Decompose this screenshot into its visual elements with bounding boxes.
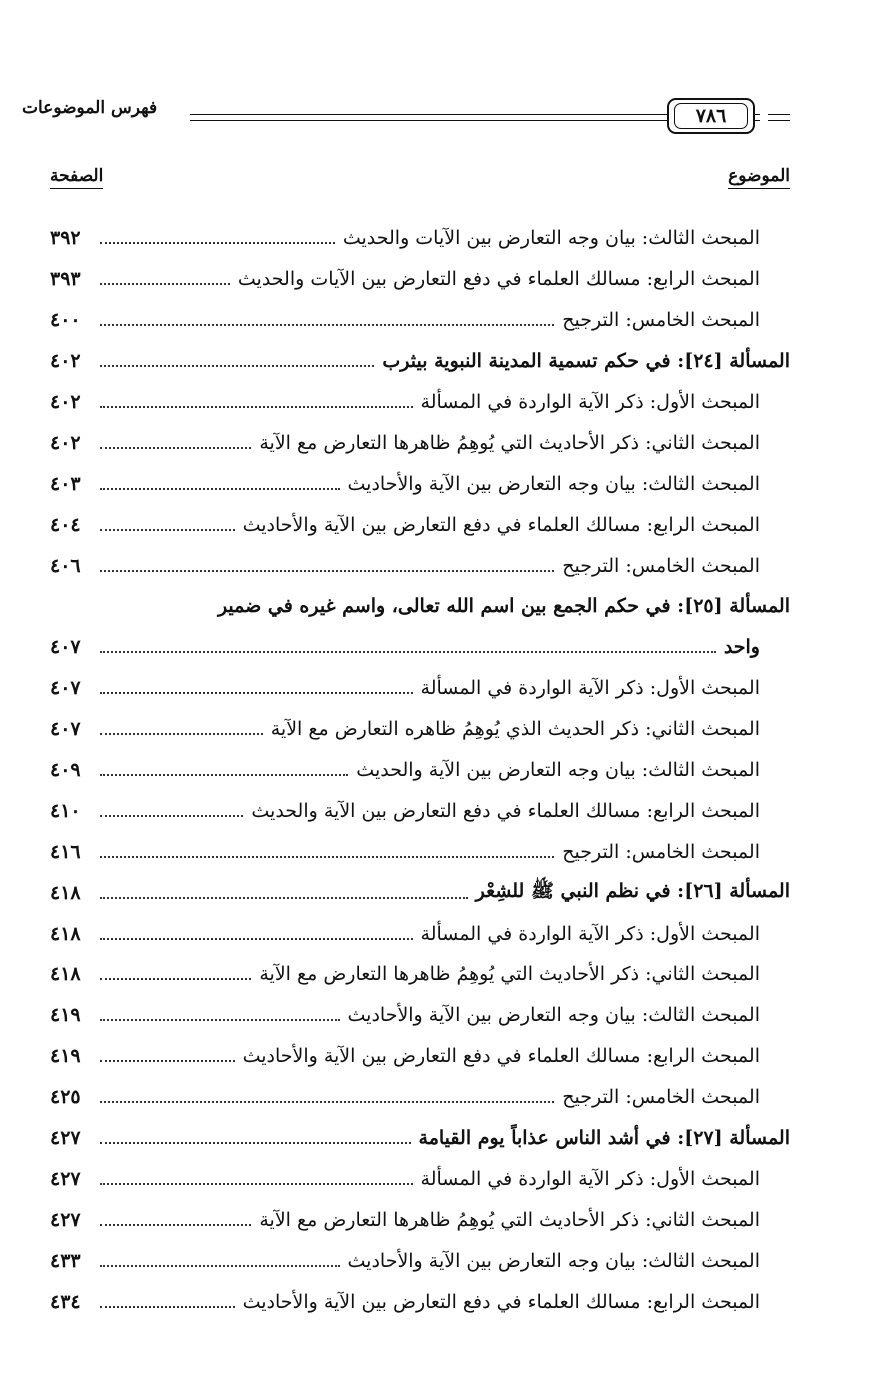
- leader-dots: [100, 692, 413, 694]
- toc-entry: [50, 1240, 790, 1281]
- toc-entry-page: ٤٠٧: [50, 677, 81, 700]
- leader-dots: [100, 283, 230, 285]
- column-heading-page: الصفحة: [50, 166, 103, 189]
- toc-entry-page: ٤١٨: [50, 963, 81, 986]
- running-head-title: فهرس الموضوعات: [22, 98, 158, 118]
- leader-dots: [100, 938, 413, 940]
- toc-entry-page: ٤١٩: [50, 1004, 81, 1027]
- toc-entry-page: ٤١٨: [50, 922, 81, 945]
- toc-entry-title: المبحث الثاني: ذكر الأحاديث التي يُوهِمُ ظاهرها التعارض مع الآية: [259, 1208, 760, 1231]
- toc-entry: [50, 300, 790, 341]
- leader-dots: [100, 242, 335, 244]
- toc-entry: [50, 218, 790, 259]
- toc-entry-title: المبحث الثالث: بيان وجه التعارض بين الآية والأحاديث: [347, 472, 760, 495]
- toc-entry-page: ٤٠٠: [50, 309, 81, 332]
- leader-dots: [100, 1019, 340, 1021]
- toc-entry-page: ٤٠٢: [50, 391, 81, 413]
- leader-dots: [100, 1265, 340, 1267]
- leader-dots: [100, 774, 348, 776]
- toc-entry-title: المسألة [٢٧]: في أشد الناس عذاباً يوم القيامة: [418, 1127, 790, 1150]
- toc-entry: [50, 709, 790, 750]
- toc-entry-page: ٤٢٧: [50, 1127, 81, 1150]
- toc-entry-title: المبحث الخامس: الترجيح: [562, 309, 760, 332]
- toc-entry: [50, 422, 790, 463]
- toc-entry-page: ٤١٦: [50, 840, 81, 863]
- toc-issue-heading: [50, 586, 790, 627]
- leader-dots: [100, 488, 340, 490]
- leader-dots: [100, 529, 235, 531]
- leader-dots: [100, 1142, 411, 1144]
- toc-entry-title: المسألة [٢٥]: في حكم الجمع بين اسم الله تعالى، واسم غيره في ضمير: [217, 595, 790, 618]
- toc-entry-page: ٤٢٧: [50, 1167, 81, 1190]
- toc-entry: [50, 1158, 790, 1199]
- toc-entry: [50, 995, 790, 1036]
- toc-entry-page: ٤٠٢: [50, 350, 81, 373]
- leader-dots: [100, 897, 468, 899]
- toc-entry-page: ٤٣٣: [50, 1249, 81, 1272]
- toc-entry-page: ٣٩٢: [50, 227, 81, 250]
- toc-entry-page: ٤٠٦: [50, 554, 81, 577]
- toc-entry-title: المبحث الثاني: ذكر الحديث الذي يُوهِمُ ظاهره التعارض مع الآية: [270, 718, 760, 741]
- toc-entry-title: المبحث الثالث: بيان وجه التعارض بين الآية والأحاديث: [347, 1004, 760, 1027]
- toc-entry-page: ٤٠٧: [50, 718, 81, 741]
- table-of-contents: [50, 218, 790, 1322]
- leader-dots: [100, 324, 554, 326]
- toc-entry-title: المبحث الخامس: الترجيح: [562, 554, 760, 577]
- page-number-frame: [667, 98, 755, 134]
- toc-entry-page: ٤١٨: [50, 881, 81, 904]
- toc-entry-title: المبحث الثاني: ذكر الأحاديث التي يُوهِمُ ظاهرها التعارض مع الآية: [259, 963, 760, 986]
- toc-entry-title: المبحث الأول: ذكر الآية الواردة في المسألة: [420, 1167, 760, 1190]
- toc-entry-page: ٤١٩: [50, 1045, 81, 1068]
- leader-dots: [100, 1101, 554, 1103]
- leader-dots: [100, 406, 413, 408]
- toc-entry-page: ٤١٠: [50, 799, 81, 822]
- leader-dots: [100, 1060, 235, 1062]
- toc-entry: [50, 913, 790, 954]
- column-heading-subject: الموضوع: [728, 166, 790, 189]
- toc-entry-page: ٤٠٧: [50, 636, 81, 659]
- toc-entry-title: المبحث الثالث: بيان وجه التعارض بين الآية والحديث: [356, 759, 760, 782]
- leader-dots: [100, 365, 374, 367]
- toc-entry-title: المبحث الرابع: مسالك العلماء في دفع التعارض بين الآية والأحاديث: [242, 1290, 760, 1313]
- leader-dots: [100, 1306, 235, 1308]
- toc-entry-title: المبحث الخامس: الترجيح: [562, 840, 760, 863]
- page-number: ٧٨٦: [674, 103, 748, 129]
- toc-entry: [50, 954, 790, 995]
- toc-entry-title: المبحث الأول: ذكر الآية الواردة في المسألة: [420, 391, 760, 413]
- toc-entry-page: ٣٩٣: [50, 268, 81, 291]
- leader-dots: [100, 815, 243, 817]
- toc-entry-page: ٤٠٣: [50, 472, 81, 495]
- toc-entry-title: المبحث الثاني: ذكر الأحاديث التي يُوهِمُ ظاهرها التعارض مع الآية: [259, 431, 760, 454]
- toc-entry-title: المبحث الرابع: مسالك العلماء في دفع التعارض بين الآية والحديث: [251, 799, 760, 822]
- running-head: [22, 96, 790, 136]
- toc-entry: [50, 790, 790, 831]
- toc-entry: [50, 463, 790, 504]
- leader-dots: [100, 733, 263, 735]
- toc-issue-heading-continued: [50, 627, 790, 668]
- toc-entry: [50, 1199, 790, 1240]
- toc-entry-title: المبحث الثالث: بيان وجه التعارض بين الآية والأحاديث: [347, 1249, 760, 1272]
- toc-entry-title: المسألة [٢٦]: في نظم النبي ﷺ للشِعْر: [475, 879, 790, 902]
- toc-entry-title: واحد: [723, 636, 760, 659]
- toc-issue-heading: [50, 872, 790, 913]
- toc-entry: [50, 504, 790, 545]
- leader-dots: [100, 1224, 251, 1226]
- toc-entry: [50, 750, 790, 791]
- toc-entry-title: المبحث الأول: ذكر الآية الواردة في المسألة: [420, 922, 760, 945]
- toc-issue-heading: [50, 1118, 790, 1159]
- toc-entry-page: ٤٠٢: [50, 431, 81, 454]
- toc-entry-title: المسألة [٢٤]: في حكم تسمية المدينة النبوية بيثرب: [382, 350, 790, 373]
- toc-entry-title: المبحث الثالث: بيان وجه التعارض بين الآيات والحديث: [342, 227, 760, 250]
- toc-entry-page: ٤٠٩: [50, 759, 81, 782]
- toc-entry-page: ٤٢٧: [50, 1208, 81, 1231]
- leader-dots: [100, 570, 554, 572]
- toc-entry: [50, 1281, 790, 1322]
- toc-entry-title: المبحث الرابع: مسالك العلماء في دفع التعارض بين الآية والأحاديث: [242, 513, 760, 536]
- toc-entry: [50, 545, 790, 586]
- toc-entry-title: المبحث الخامس: الترجيح: [562, 1086, 760, 1109]
- leader-dots: [100, 856, 554, 858]
- leader-dots: [100, 1183, 413, 1185]
- leader-dots: [100, 651, 716, 653]
- toc-entry-page: ٤٢٥: [50, 1086, 81, 1109]
- leader-dots: [100, 978, 251, 980]
- leader-dots: [100, 447, 251, 449]
- toc-entry: [50, 259, 790, 300]
- toc-entry: [50, 1036, 790, 1077]
- toc-entry: [50, 831, 790, 872]
- toc-entry-page: ٤٠٤: [50, 513, 81, 536]
- toc-entry: [50, 382, 790, 423]
- header-double-rule-right: [768, 114, 790, 121]
- toc-entry-page: ٤٣٤: [50, 1290, 81, 1313]
- toc-entry-title: المبحث الرابع: مسالك العلماء في دفع التعارض بين الآيات والحديث: [237, 268, 760, 291]
- toc-entry: [50, 668, 790, 709]
- toc-entry: [50, 1077, 790, 1118]
- toc-entry-title: المبحث الرابع: مسالك العلماء في دفع التعارض بين الآية والأحاديث: [242, 1045, 760, 1068]
- toc-entry-title: المبحث الأول: ذكر الآية الواردة في المسألة: [420, 677, 760, 700]
- toc-issue-heading: [50, 341, 790, 382]
